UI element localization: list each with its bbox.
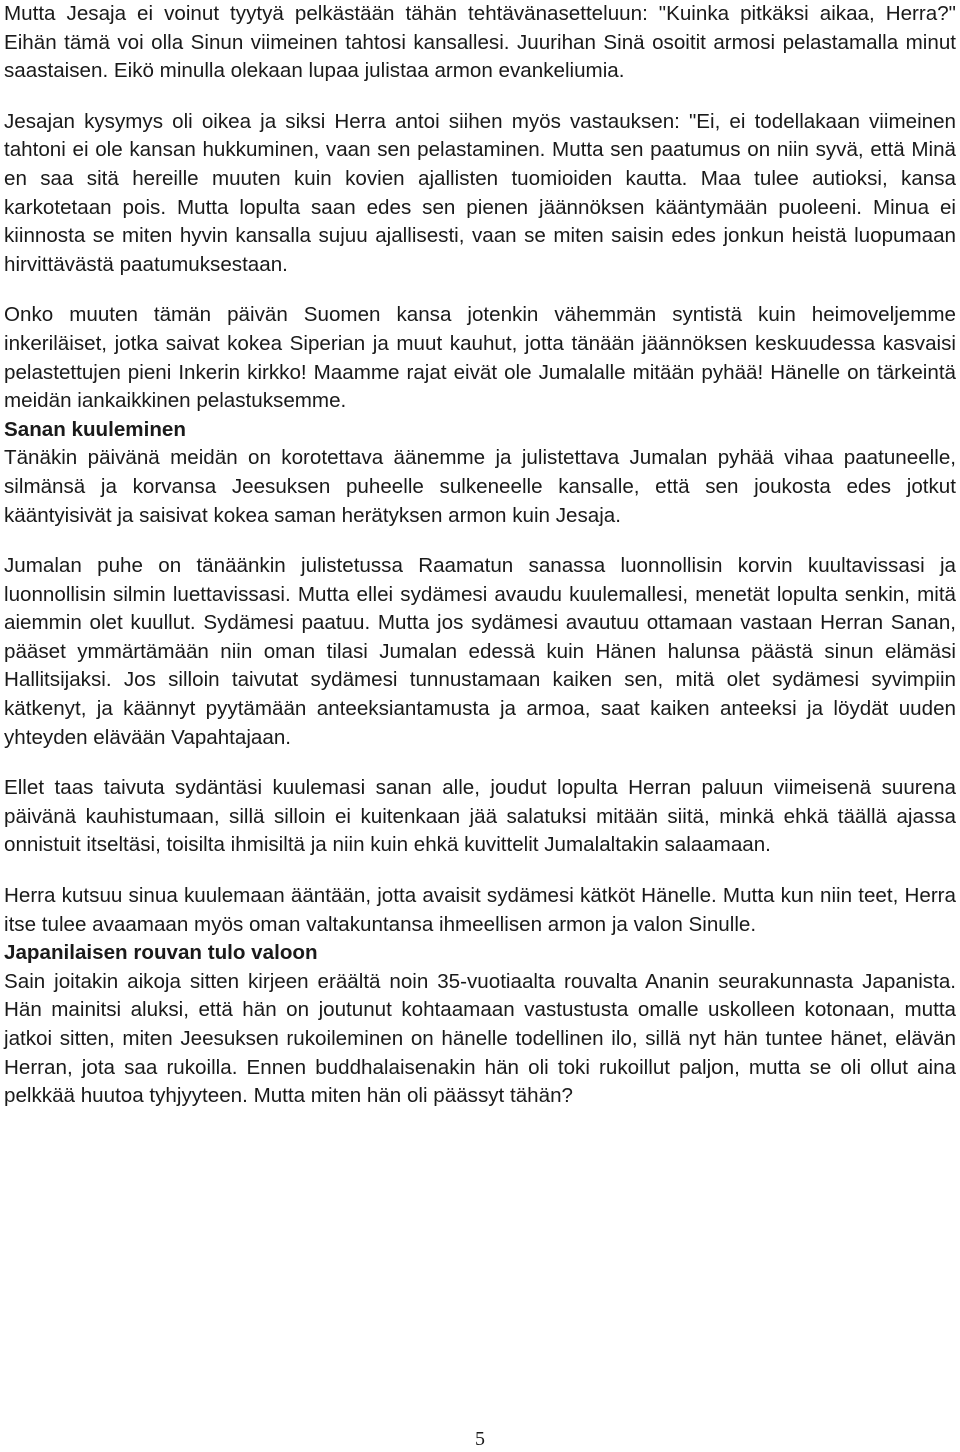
document-page (4, 0, 956, 1111)
paragraph: Mutta Jesaja ei voinut tyytyä pelkästään tähän tehtävänasetteluun: "Kuinka pitkäksi aikaa, Herra?" Eihän tämä voi olla Sinun viimeinen tahtosi kansallesi. Juurihan Sinä osoitit armosi pelastamalla minut saastaisen. Eikö minulla olekaan lupaa julistaa armon evankeliumia. (4, 2, 956, 83)
paragraph: Sain joitakin aikoja sitten kirjeen eräältä noin 35-vuotiaalta rouvalta Ananin seurakunnasta Japanista. Hän mainitsi aluksi, että hän on joutunut kohtaamaan vastustusta omalle uskolleen kotonaan, mutta jatkoi sitten, miten Jeesuksen rukoileminen on hänelle todellinen ilo, sillä nyt hän tuntee hänet, elävän Herran, jota saa rukoilla. Ennen buddhalaisenakin hän oli toki rukoillut paljon, mutta se oli ollut aina pelkkää huutoa tyhjyyteen. Mutta miten hän oli päässyt tähän? (4, 969, 956, 1108)
page-number: 5 (475, 1428, 485, 1450)
paragraph: Tänäkin päivänä meidän on korotettava äänemme ja julistettava Jumalan pyhää vihaa paatuneelle, silmänsä ja korvansa Jeesuksen puheelle sulkeneelle kansalle, että sen joukosta edes jotkut kääntyisivät ja saisivat kokea saman herätyksen armon kuin Jesaja. (4, 446, 956, 527)
paragraph: Jumalan puhe on tänäänkin julistetussa Raamatun sanassa luonnollisin korvin kuultavissasi ja luonnollisin silmin luettavissasi. Mutta ellei sydämesi avaudu kuulemallesi, menetät lopulta senkin, mitä aiemmin olet kuullut. Sydämesi paatuu. Mutta jos sydämesi avautuu ottamaan vastaan Herran Sanan, pääset ymmärtämään niin oman tilasi Jumalan edessä kuin Hänen halunsa päästä sinun elämäsi Hallitsijaksi. Jos silloin taivutat sydämesi tunnustamaan kaiken sen, mitä olet sydämesi syvimpiin kätkenyt, ja käännyt pyytämään anteeksiantamusta ja armoa, saat kaiken anteeksi ja löydät uuden yhteyden elävään Vapahtajaan. (4, 554, 956, 749)
paragraph: Ellet taas taivuta sydäntäsi kuulemasi sanan alle, joudut lopulta Herran paluun viimeisenä suurena päivänä kauhistumaan, sillä silloin ei kuitenkaan jää salatuksi mitään siitä, minkä ehkä täällä ajassa onnistuit itseltäsi, toisilta ihmisiltä ja niin kuin ehkä kuvittelit Jumalaltakin salaamaan. (4, 776, 956, 857)
paragraph: Herra kutsuu sinua kuulemaan ääntään, jotta avaisit sydämesi kätköt Hänelle. Mutta kun niin teet, Herra itse tulee avaamaan myös oman valtakuntansa ihmeellisen armon ja valon Sinulle. (4, 884, 956, 936)
section-heading-sanan-kuuleminen: Sanan kuuleminen (4, 417, 186, 441)
section-heading-japanilaisen-rouvan: Japanilaisen rouvan tulo valoon (4, 941, 318, 965)
paragraph: Onko muuten tämän päivän Suomen kansa jotenkin vähemmän syntistä kuin heimoveljemme inkeriläiset, jotka saivat kokea Siperian ja muut kauhut, jotta tänään jäännöksen keskuudessa kasvaisi pelastettujen pieni Inkerin kirkko! Maamme rajat eivät ole Jumalalle mitään pyhää! Hänelle on tärkeintä meidän iankaikkinen pelastuksemme. (4, 303, 956, 413)
paragraph: Jesajan kysymys oli oikea ja siksi Herra antoi siihen myös vastauksen: "Ei, ei todellakaan viimeinen tahtoni ei ole kansan hukkuminen, vaan sen pelastaminen. Mutta sen paatumus on niin syvä, että Minä en saa sitä hereille muuten kuin kovien ajallisten tuomioiden kautta. Maa tulee autioksi, kansa karkotetaan pois. Mutta lopulta saan edes sen pienen jäännöksen kääntymään puoleeni. Minua ei kiinnosta se miten hyvin kansalla sujuu ajallisesti, vaan se miten saisin edes jonkun heistä luopumaan hirvittävästä paatumuksestaan. (4, 109, 956, 276)
